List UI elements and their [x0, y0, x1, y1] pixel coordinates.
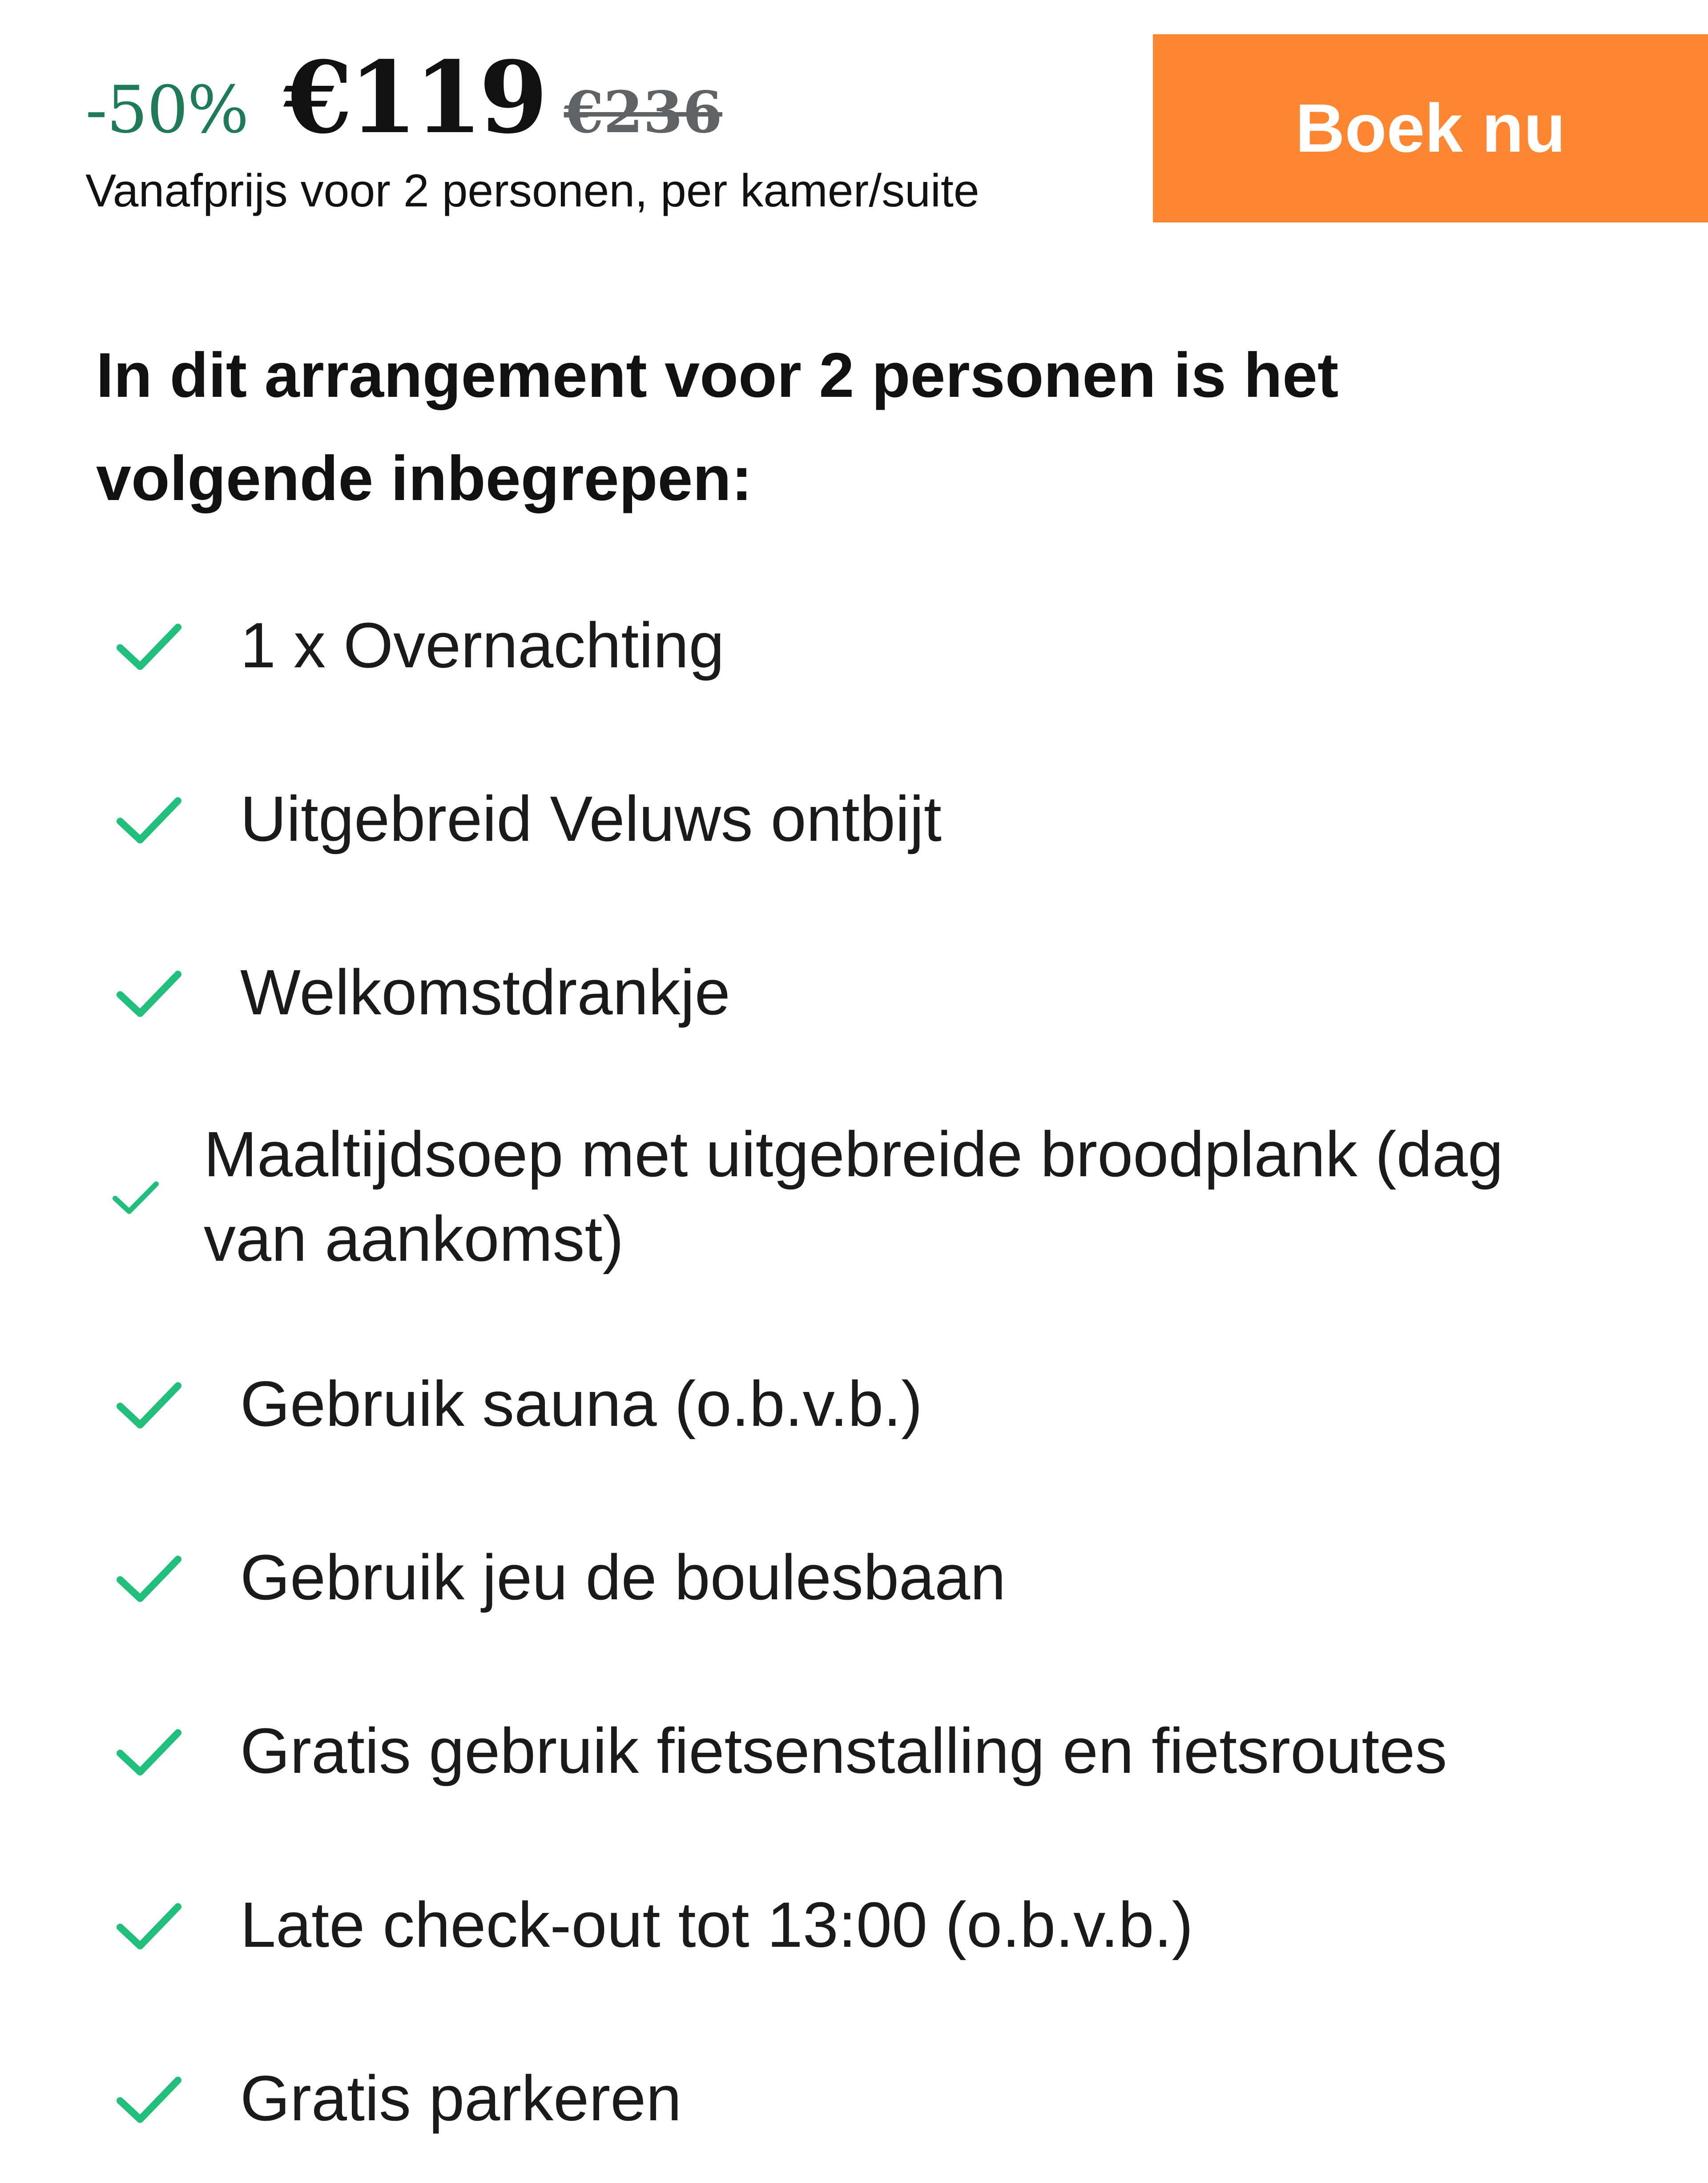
list-item-label: Welkomstdrankje [240, 956, 730, 1028]
check-icon [111, 1174, 160, 1219]
list-item-label: Gratis gebruik fietsenstalling en fietsroutes [240, 1715, 1447, 1787]
check-icon [116, 1896, 182, 1954]
book-now-button[interactable] [1153, 34, 1708, 222]
list-item [116, 603, 1628, 688]
list-item [116, 1883, 1628, 1967]
list-item-label: Gratis parkeren [240, 2062, 682, 2134]
check-icon [116, 2070, 182, 2127]
list-item-label: 1 x Overnachting [240, 609, 725, 681]
list-item-label: Uitgebreid Veluws ontbijt [240, 783, 942, 855]
list-item-label: Late check-out tot 13:00 (o.b.v.b.) [240, 1889, 1193, 1961]
list-item [116, 950, 1628, 1035]
list-item [111, 1112, 1623, 1281]
list-item-label: Maaltijdsoep met uitgebreide broodplank (dag van aankomst) [204, 1118, 1503, 1275]
list-item-label: Gebruik jeu de boulesbaan [240, 1541, 1006, 1613]
check-icon [116, 1722, 182, 1780]
check-icon [116, 617, 182, 674]
list-item [116, 777, 1628, 861]
list-item [116, 1362, 1628, 1446]
check-icon [116, 964, 182, 1021]
book-now-label: Boek nu [1295, 90, 1566, 166]
price-row [85, 40, 1135, 156]
check-icon [116, 1549, 182, 1606]
price-block [85, 40, 1135, 218]
current-price: €119 [283, 40, 544, 156]
check-icon [116, 790, 182, 848]
original-price: €236 [564, 79, 722, 146]
list-item-label: Gebruik sauna (o.b.v.b.) [240, 1368, 923, 1440]
list-item [116, 2056, 1628, 2141]
check-icon [116, 1375, 182, 1433]
list-item [116, 1535, 1628, 1620]
price-note: Vanafprijs voor 2 personen, per kamer/suite [85, 165, 979, 217]
list-item [116, 1709, 1628, 1793]
discount-badge: -50% [85, 72, 248, 148]
inclusions-heading: In dit arrangement voor 2 personen is het volgende inbegrepen: [96, 340, 1339, 514]
